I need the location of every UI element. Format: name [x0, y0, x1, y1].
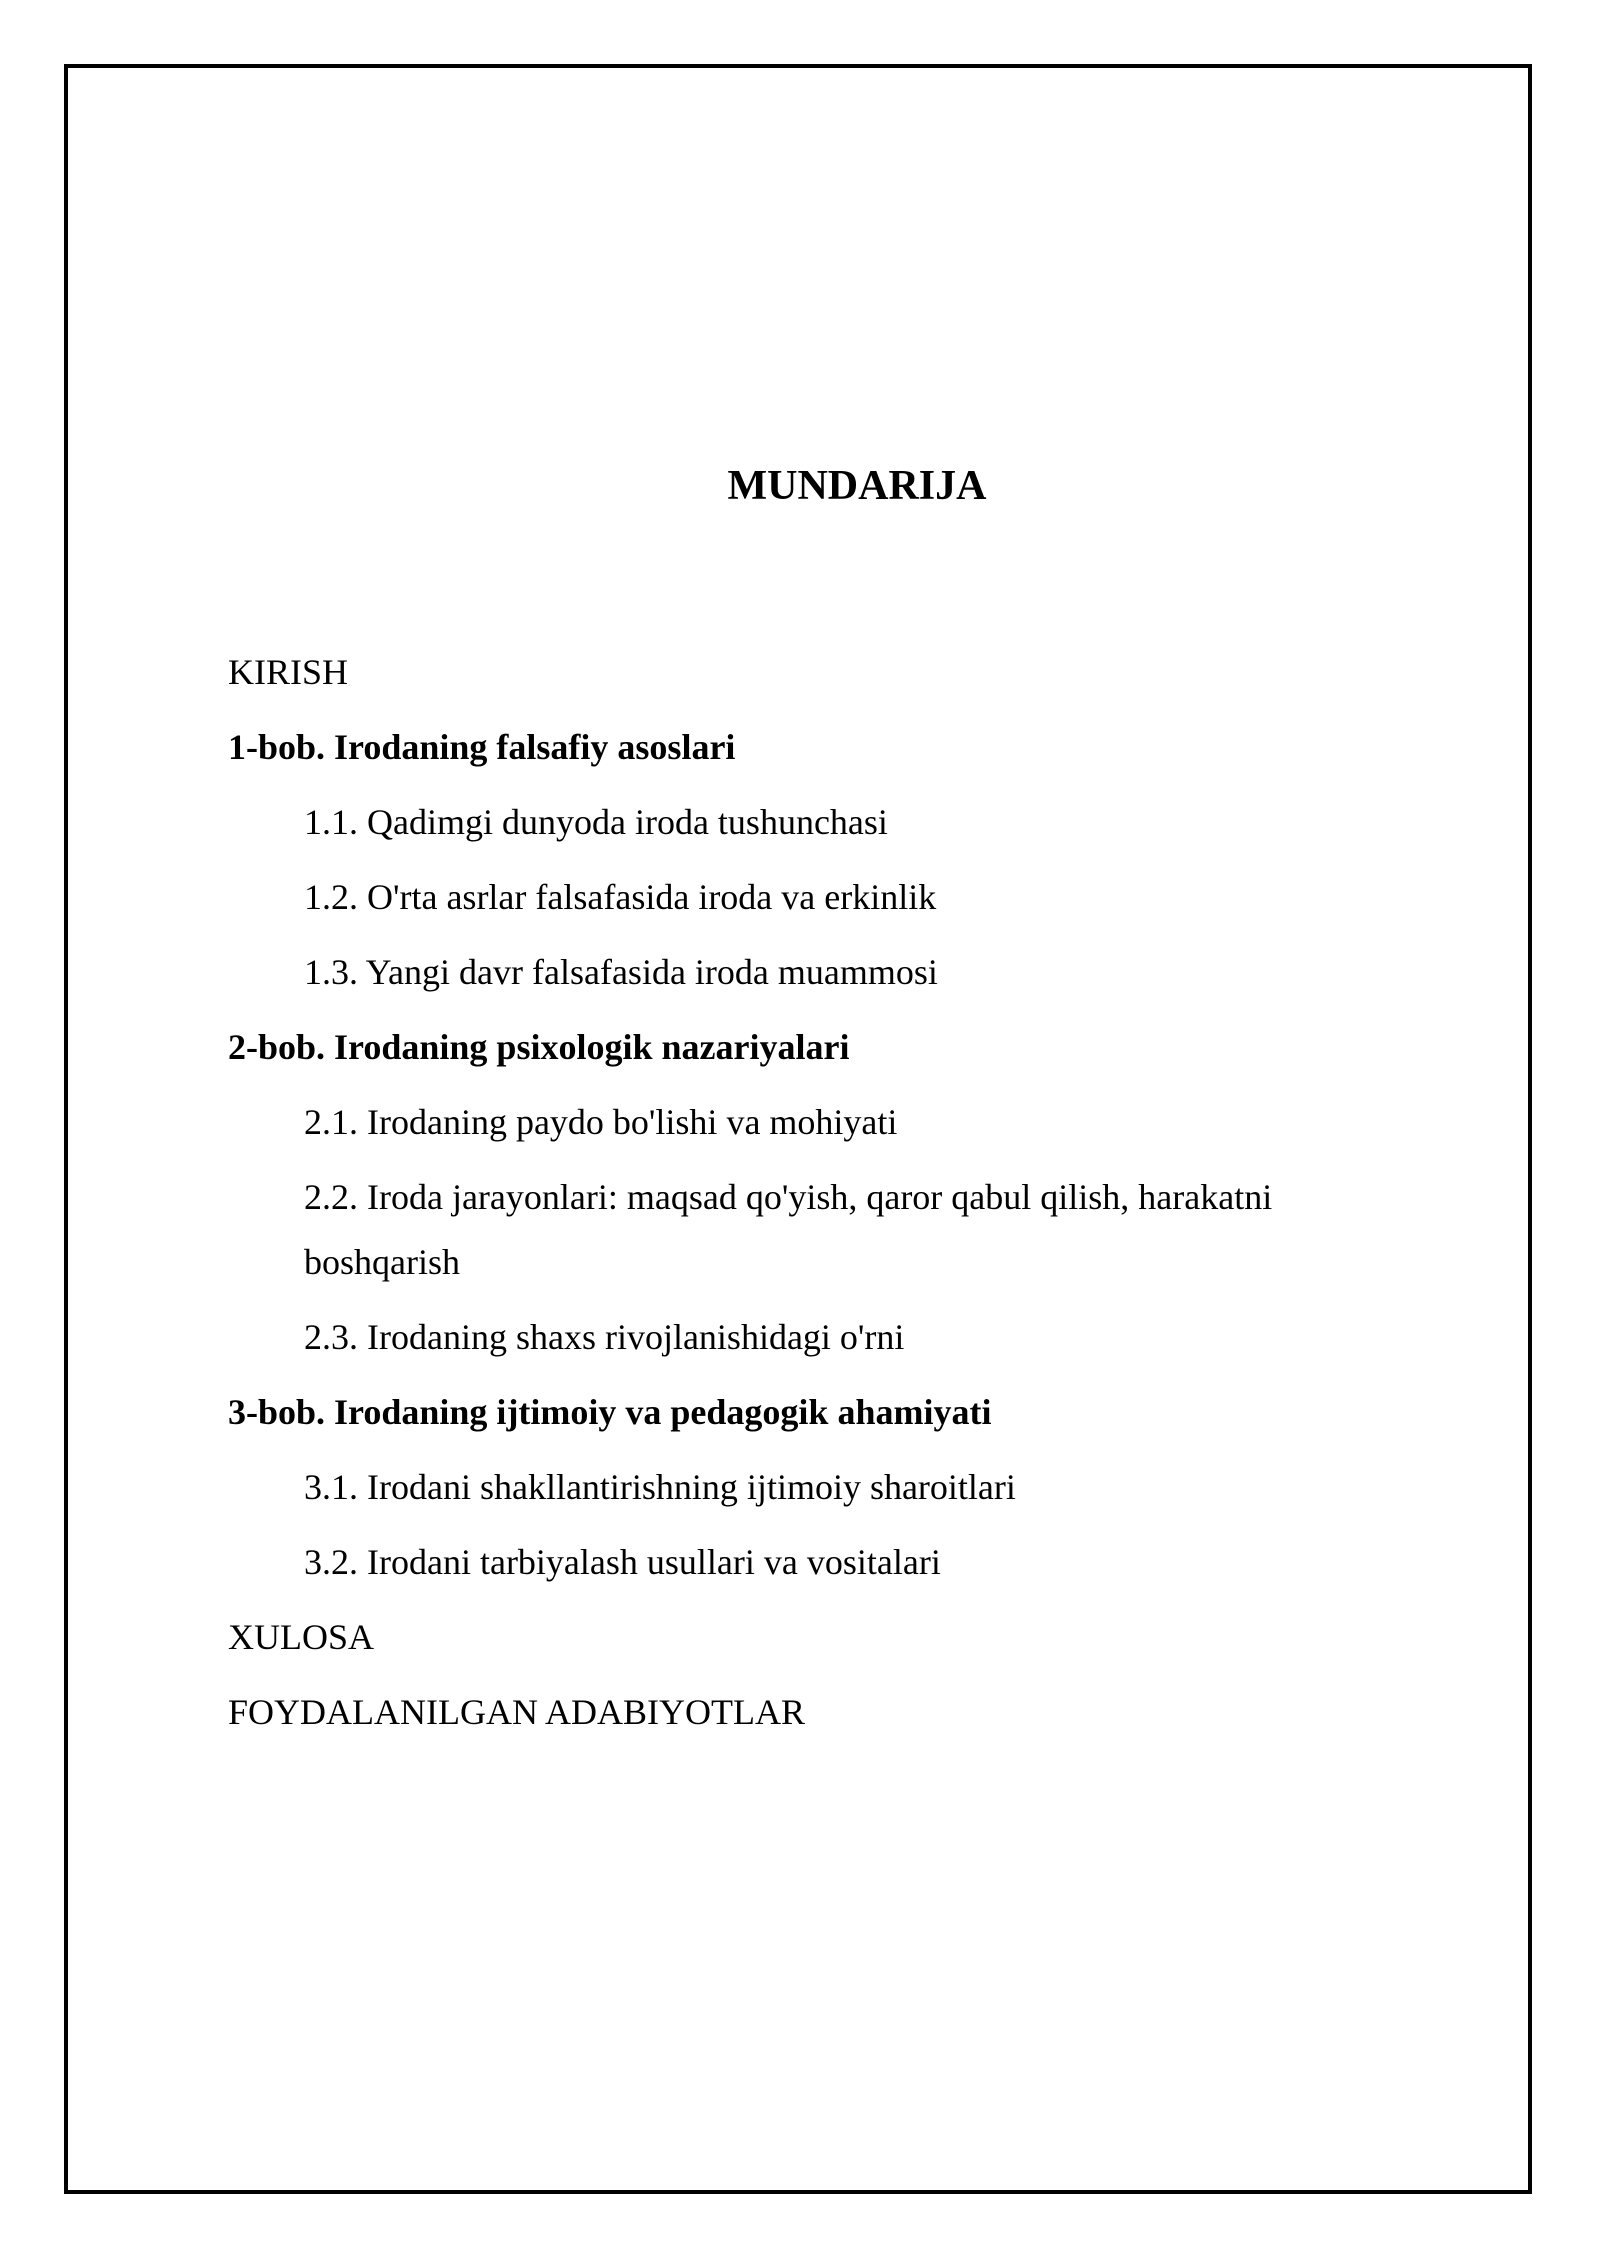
toc-subsection-3-2: 3.2. Irodani tarbiyalash usullari va vositalari — [304, 1542, 941, 1582]
toc-chapter-3: 3-bob. Irodaning ijtimoiy va pedagogik ahamiyati — [228, 1392, 992, 1432]
toc-subsection-2-1: 2.1. Irodaning paydo bo'lishi va mohiyati — [304, 1102, 898, 1142]
toc-subsection-2-2: 2.2. Iroda jarayonlari: maqsad qo'yish, qaror qabul qilish, harakatni boshqarish — [304, 1177, 1273, 1282]
toc-subsection-1-2: 1.2. O'rta asrlar falsafasida iroda va erkinlik — [304, 877, 937, 917]
toc-chapter-2: 2-bob. Irodaning psixologik nazariyalari — [228, 1027, 850, 1067]
toc-subsection-1-1: 1.1. Qadimgi dunyoda iroda tushunchasi — [304, 802, 888, 842]
toc-chapter-1: 1-bob. Irodaning falsafiy asoslari — [228, 727, 736, 767]
table-of-contents — [228, 640, 1388, 1755]
toc-subsection-3-1: 3.1. Irodani shakllantirishning ijtimoiy sharoitlari — [304, 1467, 1016, 1507]
toc-entry-kirish: KIRISH — [228, 652, 349, 692]
toc-subsection-1-3: 1.3. Yangi davr falsafasida iroda muammosi — [304, 952, 938, 992]
toc-entry-adabiyotlar: FOYDALANILGAN ADABIYOTLAR — [228, 1692, 805, 1732]
toc-subsection-2-3: 2.3. Irodaning shaxs rivojlanishidagi o'rni — [304, 1317, 905, 1357]
toc-entry-xulosa: XULOSA — [228, 1617, 375, 1657]
toc-title: MUNDARIJA — [727, 463, 987, 509]
